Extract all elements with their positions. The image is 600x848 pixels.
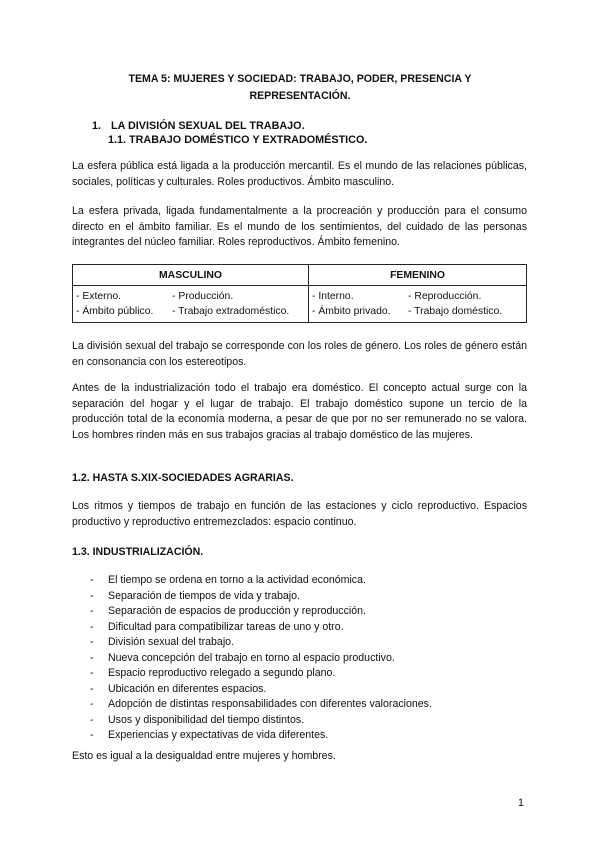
section-1-2-heading: 1.2. HASTA S.XIX-SOCIEDADES AGRARIAS.	[72, 472, 294, 484]
table-header-masculino: MASCULINO	[73, 265, 309, 286]
list-item: - El tiempo se ordena en torno a la actividad económica.	[90, 574, 366, 586]
paragraph-ritmos: Los ritmos y tiempos de trabajo en función de las estaciones y ciclo reproductivo. Espacios productivo y reproductivo entremezclados: espacio continuo.	[72, 500, 527, 528]
femenino-item: - Ámbito privado.	[312, 305, 391, 317]
list-item: - Ubicación en diferentes espacios.	[90, 682, 267, 695]
list-item: - Nueva concepción del trabajo en torno al espacio productivo.	[90, 651, 395, 664]
paragraph-esfera-privada: La esfera privada, ligada fundamentalmente a la procreación y producción para el consumo directo en el ámbito familiar. Es el mundo de los sentimientos, del cuidado de las personas integrantes del núcleo familiar. Roles reproductivos. Ámbito femenino.	[72, 205, 527, 248]
roles-table	[72, 264, 527, 323]
masculino-item: - Trabajo extradoméstico.	[172, 305, 290, 317]
list-item: - Espacio reproductivo relegado a segundo plano.	[90, 667, 336, 679]
masculino-item: - Producción.	[172, 291, 234, 302]
masculino-item: - Ámbito público.	[76, 305, 154, 317]
title-line-1: TEMA 5: MUJERES Y SOCIEDAD: TRABAJO, PODER, PRESENCIA Y	[128, 73, 472, 85]
document-title	[80, 71, 520, 105]
title-line-2: REPRESENTACIÓN.	[249, 90, 351, 102]
page-number: 1	[518, 797, 524, 809]
femenino-item: - Reproducción.	[408, 291, 482, 302]
section-1-1-heading: 1.1. TRABAJO DOMÉSTICO Y EXTRADOMÉSTICO.	[108, 134, 368, 146]
list-item: - Separación de tiempos de vida y trabajo.	[90, 589, 300, 602]
section-1-number: 1.	[92, 120, 102, 132]
list-item: - Experiencias y expectativas de vida diferentes.	[90, 729, 329, 741]
section-1-heading	[92, 119, 305, 134]
industrializacion-list	[72, 573, 527, 744]
table-cell-femenino	[309, 286, 527, 323]
section-1-3-heading: 1.3. INDUSTRIALIZACIÓN.	[72, 546, 204, 558]
list-item: - Separación de espacios de producción y reproducción.	[90, 605, 366, 617]
femenino-item: - Interno.	[312, 291, 354, 302]
list-item: - División sexual del trabajo.	[90, 636, 235, 648]
paragraph-division-sexual: La división sexual del trabajo se corresponde con los roles de género. Los roles de género están en consonancia con los estereotipos.	[72, 340, 527, 368]
paragraph-conclusion: Esto es igual a la desigualdad entre mujeres y hombres.	[72, 750, 336, 762]
paragraph-industrializacion: Antes de la industrialización todo el trabajo era doméstico. El concepto actual surge con la separación del hogar y el lugar de trabajo. El trabajo doméstico supone un tercio de la producción total de la economía moderna, a pesar de que por no ser remunerado no se valora. Los hombres rinden más en sus trabajos gracias al trabajo doméstico de las mujeres.	[72, 382, 527, 441]
femenino-item: - Trabajo doméstico.	[408, 305, 503, 317]
list-item: - Adopción de distintas responsabilidades con diferentes valoraciones.	[90, 698, 432, 710]
table-cell-masculino	[73, 286, 309, 323]
list-item: - Dificultad para compatibilizar tareas de uno y otro.	[90, 620, 344, 633]
list-item: - Usos y disponibilidad del tiempo distintos.	[90, 713, 305, 726]
masculino-item: - Externo.	[76, 291, 122, 302]
paragraph-esfera-publica: La esfera pública está ligada a la producción mercantil. Es el mundo de las relaciones públicas, sociales, políticas y culturales. Roles productivos. Ámbito masculino.	[72, 160, 527, 188]
section-1-label: LA DIVISIÓN SEXUAL DEL TRABAJO.	[111, 120, 305, 132]
table-header-femenino: FEMENINO	[309, 265, 527, 286]
